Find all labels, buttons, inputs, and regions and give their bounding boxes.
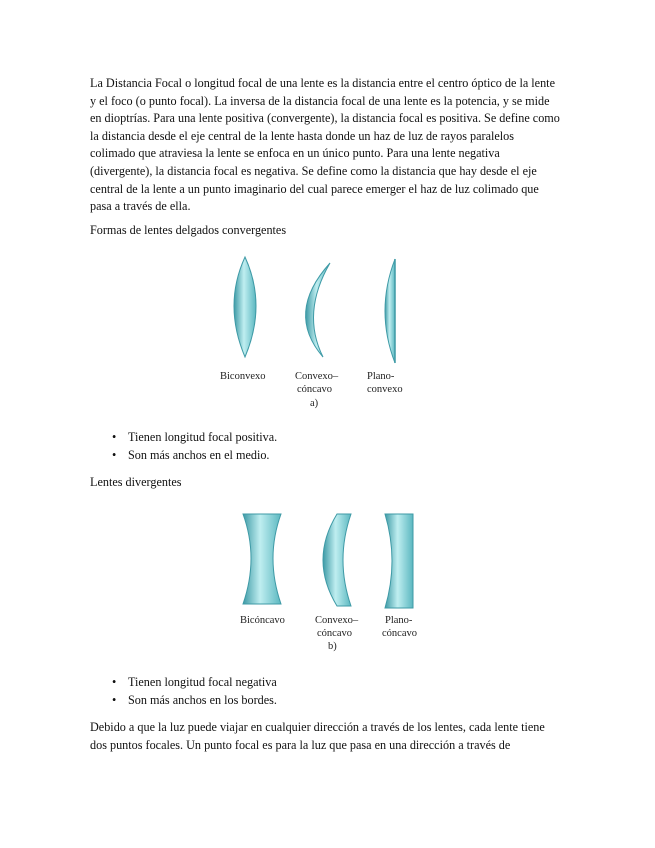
plano-concave-lens-shape <box>385 514 413 608</box>
label-biconcavo: Bicóncavo <box>240 615 285 626</box>
convexo-concave-diverging-shape <box>323 514 351 606</box>
list-item: • Tienen longitud focal positiva. <box>90 429 277 447</box>
label-concavo: cóncavo <box>297 384 332 395</box>
diverging-bullet-list <box>90 674 277 709</box>
diverging-heading: Lentes divergentes <box>90 475 182 489</box>
list-item: • Son más anchos en el medio. <box>90 447 277 465</box>
label-plano-b: Plano- <box>385 615 413 626</box>
converging-heading: Formas de lentes delgados convergentes <box>90 223 287 237</box>
list-item: • Tienen longitud focal negativa <box>90 674 277 692</box>
closing-paragraph: Debido a que la luz puede viajar en cualquier dirección a través de los lentes, cada lente tiene dos puntos focales. Un punto focal es para la luz que pasa en una dirección a través de <box>90 720 545 752</box>
biconcave-lens-shape <box>243 514 281 604</box>
list-item: • Son más anchos en los bordes. <box>90 692 277 710</box>
label-convexo-b: Convexo– <box>315 615 359 626</box>
diverging-lenses-figure <box>225 508 435 660</box>
label-plano: Plano- <box>367 371 395 382</box>
convexo-concave-lens-shape <box>306 263 330 357</box>
biconvex-lens-shape <box>234 257 256 357</box>
intro-paragraph: La Distancia Focal o longitud focal de una lente es la distancia entre el centro óptico de la lente y el foco (o punto focal). La inversa de la distancia focal de una lente es la potencia, y se mide en dioptrías. Para una lente positiva (convergente), la distancia focal es positiva. Se define como la distancia desde el eje central de la lente hasta donde un haz de luz de rayos paralelos colimado que atraviesa la lente se enfoca en un único punto. Para una lente negativa (divergente), la distancia focal es negativa. Se define como la distancia que hay desde el eje central de la lente a un punto imaginario del cual parece emerger el haz de luz colimado que pasa a través de ella. <box>90 76 560 214</box>
converging-lenses-figure <box>215 245 425 415</box>
figure-a-tag: a) <box>310 398 319 409</box>
label-concavo-b2: cóncavo <box>382 628 417 639</box>
converging-bullet-list <box>90 429 277 464</box>
figure-b-tag: b) <box>328 641 337 652</box>
label-concavo-b: cóncavo <box>317 628 352 639</box>
label-convexo: Convexo– <box>295 371 339 382</box>
label-biconvexo: Biconvexo <box>220 371 266 382</box>
label-convexo-2: convexo <box>367 384 403 395</box>
plano-convex-lens-shape <box>385 259 395 363</box>
